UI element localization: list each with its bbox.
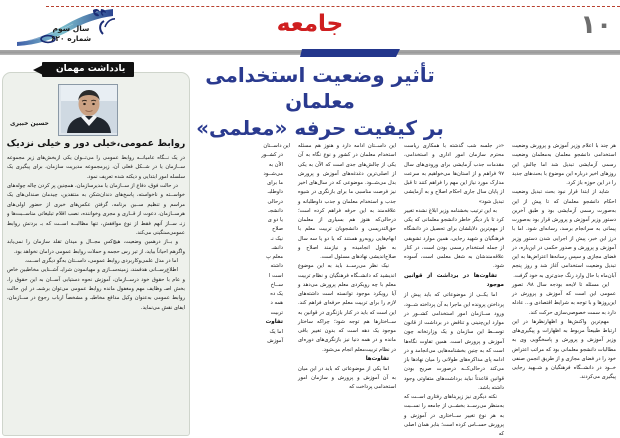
article-paragraph: مهم‌ترین واکنش‌ها و اظهارنظرها در این ارتباط طبیعتاً مربوط به اظهارات و پیگیری‌های وزیر آموزش و پرورش و پاسخگویی وی به مطالبات دانشجو معلمانی بود که مراتب اعتراض خود را در فضای مجازی و از طریق انجمن صنفی خــود در دانشــگاه فرهنگیان و شــهید رجایی پیگیری می‌کردند.	[511, 318, 616, 381]
article-paragraph: یک ده	[270, 291, 283, 297]
article-paragraph: صلاح	[272, 226, 283, 233]
masthead	[0, 0, 620, 60]
guest-note-paragraph: اطلاع‌رســانی هدفمند، زمینه‌ســازی و مهیانمودن شرایـ آشــنایی مخاطبین خاص و عام با حقوق خود درســازمان، آموزش نحوه دستیابی آســان به این حقوق را، بخش اصـ وظایف مهم ومغفول مانده روابط عمومی می‌توان برشمـ در این حالت روابط عمومی به‌عنوان وکیل مدافع مخاطبـ و مشخصاً ارباب رجوع در ســازمان، ایفای نقش می‌نماید.	[7, 267, 185, 311]
article-paragraph: این مسئله تا لایحه بودجه سال ۹۸، تصور عمومی این است که آموزش و پرورش در این‌روزها و با توجه به شرایط اقتصادی و... عادله دارد به سمت خصوصی‌سازی حرکت کند.	[512, 281, 616, 316]
article-paragraph: تربیت	[270, 309, 283, 316]
issue-number: شماره ۶۲۰	[50, 34, 92, 44]
article-column	[294, 142, 400, 438]
article-paragraph: نکته دیگری نیز زیربناهای رفتاری اســت که به‌منظر می‌رســد بخشــی از جامعه را نســبت به هر نوع تغییر ســاختاری در آموزش و پرورش حســاس کرده است؛ بنابر همان اصلی که	[404, 394, 504, 438]
article-paragraph: آموزش	[267, 337, 283, 344]
article-columns	[196, 142, 620, 438]
article-paragraph: نیک نظر می‌رســد باید به این موضوع اندیشید که دانشــگاه فرهنگیان و نظام تربیت معلم با چه رویکردی معلم پرورش می‌دهد و آیا رویکرد موجود توانسته است داشته‌های لازم را برای تربیت معلم حرفه‌ای فراهم کند. این است که باید در کنار بازنگری در قوانین به ســاختارها هم توجه شود؛ چراکه ساختار موجود یک دهه است که بدون تغییر باقی مانده و در همه دنیا نیز بازنگری‌های دوره‌ای در نظام تربیت‌معلم انجام می‌شود.	[298, 263, 396, 353]
headline-line-2: بر کیفیت حرفه «معلمی»	[196, 115, 444, 140]
article-paragraph: همه د	[270, 300, 283, 307]
article-paragraph: درحالی‌	[267, 198, 283, 205]
article-paragraph: است ا	[269, 272, 283, 279]
article-paragraph: ما برای	[267, 180, 283, 186]
guest-note-paragraph: در حالت فوق، دفاع از ســازمان یا مدیرسازمان، همچنین پر کردن چاله چوله‌های خواســته و ناخواسته، پاسخ‌های دندان‌شکن به منتقدین، چیدمان صندلی‌های یک مراسم و تنظیم ســین برنامه، گرفتن عکس‌های خبری از حضور اولی‌های هرســازمان، دعوت از قــاری و مجری وخواننده، نصب اقلام تبلیغاتی مناســبت‌ها و زنـ ســاز آنهم فقط از نوع موافقش، تنها مظالبــه اســت که بـ بردنش روابط عمومی‌سنگینی می‌کند.	[7, 183, 185, 236]
article-column	[400, 142, 508, 438]
article-paragraph: داشته	[270, 263, 283, 270]
guest-note-tab-label: یادداشت مهمان	[42, 62, 134, 77]
article-paragraph: معلم پ	[266, 254, 283, 260]
guest-note-paragraph: در یک نــگاه عامیانــه روابط عمومی را می‌تــوان یکی ازبخش‌های زیر مجموعه ســازمان یا در شــکل فعلی آن، زیرمجموعه مدیریت سازمان، برای پیگیری یک سلسله امور ابتدایی و دیکته شده تعریف نمود.	[7, 155, 185, 180]
article-paragraph: نیک نـ	[270, 235, 283, 242]
article-paragraph: به این ترتیب بخشنامه وزیر ابلاغ نشده تغییر کرد تا بار دیگر خاطر دانشجو معلمانی که یکی از مهم‌ترین دلایلشان برای تحصیل در دانشگاه فرهنگیان و شهید رجایی، همین موارد تشویقی از جمله استخدام رسمی بودن است، در کنار علاقه‌مندشان به شغل معلمی است، آسوده شود.	[404, 207, 504, 270]
headline-line-1: تأثیر وضعیت استخدامی معلمان	[205, 63, 435, 114]
article-paragraph: «در جلسه شب گذشته با همکاری ریاست محترم سازمان امور اداری و استخدامی، مقدمات جذب آزمایشی برای ورودی‌های سال ۹۷ فراهم و از استان‌ها می‌خواهیم به سرعت مدارک مورد نیاز این مهم را فراهم کنند تا قبل از پایان سال جاری احکام اصلاح و به آزمایشی تبدیل شود»	[404, 143, 504, 205]
article-paragraph: داوطلبـ	[267, 189, 283, 196]
article-body	[196, 142, 620, 438]
article-column	[508, 142, 620, 438]
article-paragraph: اما یک	[269, 328, 283, 335]
article-paragraph: الآن به	[268, 161, 283, 168]
author-name: حسین خبیری	[10, 120, 49, 127]
article-paragraph: این داســتان	[263, 143, 290, 149]
article-paragraph: می‌شــود	[263, 170, 283, 177]
article-paragraph: دانشجـ	[268, 207, 283, 214]
page-title	[170, 62, 470, 141]
issue-info	[45, 24, 97, 44]
article-paragraph: این داســتان ادامه دارد و هنوز هم مسئله استخدام معلمان در کشور و نوع نگاه به آن یکی از چالش‌های جدی است که الآن به یکی از اصلی‌ترین دغدغه‌های آموزش و پرورش بدل می‌شــود. موضوعی که در سال‌های اخیر نیز فرصت مناسبی ما برای بازنگری در شیوه جذب و استخدام معلمان و جذب داوطلبانه و علاقه‌مند به این حرفه فراهم کرده است؛ درحالی‌که هنوز هم بسیاری از معلمان حق‌التدریسی و دانشجویان تربیت معلم با ابهام‌هایی روبه‌رو هستند که یا دو یا سه سال به طول انجامیده و نیازمند اصلاح و صلاح‌اندیشی نهادهای مسئول است.	[298, 143, 396, 260]
guest-note-sidebar	[2, 62, 192, 436]
article-paragraph: در کشــور	[261, 152, 283, 159]
article-paragraph: هر چند با اعلام وزیر آموزش و پرورش وضعیت استخدامی دانشجو معلمان به‌معلمان وضعیت رسمی آزمایشی تبدیل شد اما چالش این روزهای اخیر درباره این موضوع با بحث‌های جدید را در این حوزه باز کرد.	[512, 143, 616, 186]
issue-year: سال سوم	[52, 24, 90, 33]
article-paragraph: ســاخ	[270, 281, 283, 288]
section-tab-marker	[300, 49, 400, 57]
article-paragraph: یا دو ی	[267, 217, 283, 223]
dashed-rule	[46, 6, 620, 7]
author-avatar	[58, 84, 118, 136]
guest-note-paragraph: اما در مدل علمی‌وکاربردی روابط عمومی، داســتان به‌گو دیگری اســت.	[24, 257, 178, 264]
section-title: جامعه	[276, 11, 344, 37]
article-subheading: تفاوت‌ها در برداشت از قوانین موجود	[404, 272, 504, 289]
article-paragraph: شاید از ابتدا قرار نبود بحث تبدیل وضعیت احکام دانشجو معلمان که تا پیش از این به‌صورت رسمی آزمایشی بود و طبق آخرین دستور وزیر آموزش و پرورش قرار بود به‌صورت پیمانی به سرانجام برسد، رسانه‌ای شود. اما با درز این خبر، پیش از اجرایی شدن دستور وزیر آموزش و پرورش و صدور حکمی در این‌باره، در فضای مجازی و سپس رسانه‌ها اعتراض‌ها به این تبدیل وضعیت استخدامی آغاز شد و روز پنجم آبان‌ماه با حال وارد رنگ جدی‌تری به خود گرفت.	[512, 189, 616, 279]
guest-note-paragraph: و بــاز درهمین وضعیت، هیچ‌کس مجــال و میدان تقلد سازمان را نمی‌یابد واگرهم احیاناً بیاید، از تیر رس حجمه و حملات روابط عمومی درامان نخواهد بود.	[7, 239, 185, 255]
article-paragraph: اما یکــی از موضوعاتی که باید پیش از پرداختن پرونده این ماجرا به آن پرداخته شــود، ورود ســازمان امور استخدامی کشــور در موارد این‌چنینی و تناقض در برداشت از قانون توســط این سازمان و یک وزارتخانه چون آموزش و پرورش است. همین تفاوت نگاه‌ها است که به چنین بخشنامه‌هایی می‌انجامد و در ادامه پای مذاکره‌های طولانی را میان نهادها باز می‌کند درحالی‌کــه درصورت صریح بودن قوانین قاعدتاً نباید برداشت‌های متفاوتی وجود داشته باشد.	[404, 292, 504, 391]
page-number: ۱۰	[580, 10, 612, 40]
paper-logo	[0, 2, 115, 52]
article-subheading: تفاوت‌ها	[365, 355, 389, 362]
article-column	[196, 142, 294, 438]
guest-note-text	[7, 154, 185, 430]
article-subheading: تفاوت	[265, 318, 283, 325]
article-paragraph: اما یکی از موضوعاتی که باید در این میان به آن آموزش و پرورش و سازمان امور استخدامی پرداخت که	[298, 365, 396, 391]
guest-note-headline: روابط عمومی،خیلی دور و خیلی نزدیک	[6, 138, 186, 149]
article-paragraph: دانشـ	[271, 244, 283, 251]
